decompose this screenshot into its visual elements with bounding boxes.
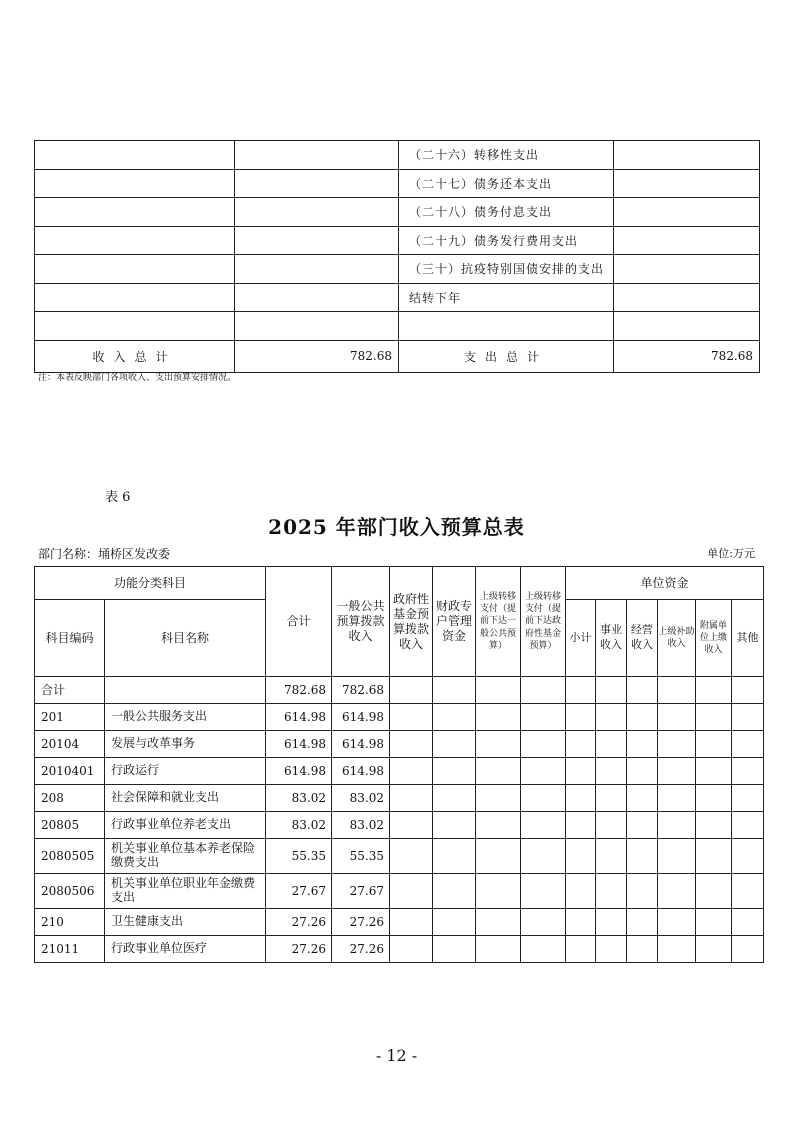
empty-cell [658,758,696,785]
expense-item [399,312,614,341]
empty-cell [596,909,627,936]
general-budget-cell: 27.26 [332,936,390,963]
empty-cell [627,785,658,812]
table-row [35,812,764,839]
subject-name-cell: 机关事业单位职业年金缴费支出 [105,874,266,909]
empty-cell [658,731,696,758]
empty-cell [627,677,658,704]
expense-item: （二十八）债务付息支出 [399,198,614,227]
empty-cell [596,704,627,731]
table-row [35,312,760,341]
empty-cell [390,812,433,839]
total-cell: 83.02 [266,812,332,839]
general-budget-cell: 782.68 [332,677,390,704]
empty-cell [596,785,627,812]
table-row [35,704,764,731]
empty-cell [596,936,627,963]
expense-item: 结转下年 [399,283,614,312]
subject-name-cell: 卫生健康支出 [105,909,266,936]
subject-code-cell: 21011 [35,936,105,963]
empty-cell [476,731,521,758]
subject-code-cell: 2010401 [35,758,105,785]
department-name: 部门名称：埇桥区发改委 [38,547,171,561]
subject-code-cell: 20104 [35,731,105,758]
empty-cell [566,936,596,963]
empty-cell [732,812,764,839]
subject-name-cell: 机关事业单位基本养老保险缴费支出 [105,839,266,874]
unit-funds-header: 单位资金 [566,567,764,600]
empty-cell [521,812,566,839]
total-cell: 782.68 [266,677,332,704]
subject-code-cell: 210 [35,909,105,936]
table-row [35,909,764,936]
subject-name-cell: 行政事业单位养老支出 [105,812,266,839]
upper-general-header: 上级转移支付（提前下达一般公共预算） [476,567,521,677]
empty-cell [658,785,696,812]
empty-cell [566,677,596,704]
table-label: 表 6 [105,490,131,505]
empty-cell [658,839,696,874]
subject-name-cell: 发展与改革事务 [105,731,266,758]
general-budget-cell: 27.26 [332,909,390,936]
general-budget-header: 一般公共预算拨款收入 [332,567,390,677]
empty-cell [566,839,596,874]
page-number: - 12 - [375,1046,418,1065]
empty-cell [476,874,521,909]
empty-cell [390,839,433,874]
empty-cell [627,731,658,758]
special-account-header: 财政专户管理资金 [433,567,476,677]
empty-cell [521,909,566,936]
expense-total-label: 支出总计 [399,340,614,372]
empty-cell [732,874,764,909]
empty-cell [433,874,476,909]
subject-code-cell: 2080505 [35,839,105,874]
empty-cell [476,704,521,731]
empty-cell [732,785,764,812]
subject-name-cell: 社会保障和就业支出 [105,785,266,812]
table-row [35,226,760,255]
empty-cell [658,677,696,704]
table-row [35,283,760,312]
empty-cell [521,874,566,909]
table-row [35,731,764,758]
empty-cell [696,909,732,936]
subtotal-header: 小计 [566,600,596,677]
empty-cell [476,677,521,704]
empty-cell [390,785,433,812]
empty-cell [566,874,596,909]
empty-cell [732,909,764,936]
empty-cell [658,936,696,963]
total-cell: 27.26 [266,909,332,936]
general-budget-cell: 614.98 [332,704,390,731]
empty-cell [390,874,433,909]
affiliated-income-header: 附属单位上缴收入 [696,600,732,677]
empty-cell [390,936,433,963]
total-cell: 614.98 [266,758,332,785]
subject-code-cell: 合计 [35,677,105,704]
subject-name-cell: 行政事业单位医疗 [105,936,266,963]
empty-cell [732,936,764,963]
table-row [35,936,764,963]
table-row [35,874,764,909]
subject-name-cell: 行政运行 [105,758,266,785]
general-budget-cell: 55.35 [332,839,390,874]
empty-cell [433,731,476,758]
table-row [35,169,760,198]
subject-code-cell: 20805 [35,812,105,839]
subject-name-cell: 一般公共服务支出 [105,704,266,731]
code-header: 科目编码 [35,600,105,677]
empty-cell [433,936,476,963]
total-cell: 83.02 [266,785,332,812]
empty-cell [696,839,732,874]
total-cell: 55.35 [266,839,332,874]
empty-cell [627,909,658,936]
empty-cell [566,909,596,936]
upper-gov-fund-header: 上级转移支付（提前下达政府性基金预算） [521,567,566,677]
general-budget-cell: 614.98 [332,758,390,785]
empty-cell [390,704,433,731]
empty-cell [696,704,732,731]
general-budget-cell: 614.98 [332,731,390,758]
empty-cell [390,731,433,758]
other-header: 其他 [732,600,764,677]
empty-cell [476,812,521,839]
empty-cell [627,874,658,909]
page-title: 2025 年部门收入预算总表 [268,515,525,539]
empty-cell [433,839,476,874]
empty-cell [433,677,476,704]
empty-cell [627,704,658,731]
empty-cell [566,785,596,812]
empty-cell [476,909,521,936]
empty-cell [658,909,696,936]
empty-cell [732,704,764,731]
business-income-header: 事业收入 [596,600,627,677]
general-budget-cell: 27.67 [332,874,390,909]
income-total-label: 收入总计 [35,340,235,372]
empty-cell [433,758,476,785]
empty-cell [390,677,433,704]
empty-cell [696,874,732,909]
empty-cell [596,677,627,704]
empty-cell [566,758,596,785]
total-cell: 614.98 [266,704,332,731]
empty-cell [696,677,732,704]
empty-cell [433,909,476,936]
empty-cell [696,758,732,785]
empty-cell [521,704,566,731]
expense-item: （二十六）转移性支出 [399,141,614,170]
total-row [35,340,760,372]
empty-cell [696,731,732,758]
subject-code-cell: 2080506 [35,874,105,909]
total-header: 合计 [266,567,332,677]
table-row [35,839,764,874]
empty-cell [696,812,732,839]
empty-cell [566,812,596,839]
empty-cell [390,909,433,936]
subject-code-cell: 208 [35,785,105,812]
empty-cell [627,758,658,785]
name-header: 科目名称 [105,600,266,677]
empty-cell [596,758,627,785]
empty-cell [521,839,566,874]
empty-cell [566,704,596,731]
income-expense-summary-table [34,140,760,373]
empty-cell [732,758,764,785]
empty-cell [658,874,696,909]
empty-cell [627,839,658,874]
empty-cell [476,839,521,874]
empty-cell [433,704,476,731]
empty-cell [596,839,627,874]
empty-cell [521,785,566,812]
empty-cell [596,812,627,839]
empty-cell [627,812,658,839]
total-cell: 614.98 [266,731,332,758]
table-note: 注：本表反映部门各项收入、支出预算安排情况。 [38,373,237,383]
empty-cell [696,785,732,812]
empty-cell [433,785,476,812]
empty-cell [696,936,732,963]
empty-cell [521,677,566,704]
empty-cell [521,758,566,785]
gov-fund-header: 政府性基金预算拨款收入 [390,567,433,677]
table-row [35,785,764,812]
empty-cell [658,812,696,839]
empty-cell [732,731,764,758]
empty-cell [390,758,433,785]
expense-item: （二十七）债务还本支出 [399,169,614,198]
table-row [35,255,760,284]
empty-cell [476,785,521,812]
empty-cell [596,731,627,758]
expense-item: （三十）抗疫特别国债安排的支出 [399,255,614,284]
expense-item: （二十九）债务发行费用支出 [399,226,614,255]
income-budget-table [34,566,764,963]
empty-cell [732,839,764,874]
empty-cell [521,936,566,963]
empty-cell [596,874,627,909]
unit-label: 单位:万元 [707,547,755,560]
general-budget-cell: 83.02 [332,812,390,839]
empty-cell [627,936,658,963]
table-row [35,141,760,170]
operating-income-header: 经营收入 [627,600,658,677]
empty-cell [658,704,696,731]
income-total-value: 782.68 [235,340,399,372]
empty-cell [732,677,764,704]
empty-cell [476,936,521,963]
empty-cell [566,731,596,758]
general-budget-cell: 83.02 [332,785,390,812]
table-row [35,677,764,704]
expense-total-value: 782.68 [614,340,760,372]
total-cell: 27.67 [266,874,332,909]
subject-code-cell: 201 [35,704,105,731]
header-row [35,567,764,600]
upper-subsidy-header: 上级补助收入 [658,600,696,677]
empty-cell [521,731,566,758]
table-row [35,758,764,785]
total-cell: 27.26 [266,936,332,963]
subject-name-cell [105,677,266,704]
func-class-header: 功能分类科目 [35,567,266,600]
empty-cell [476,758,521,785]
table-row [35,198,760,227]
empty-cell [433,812,476,839]
